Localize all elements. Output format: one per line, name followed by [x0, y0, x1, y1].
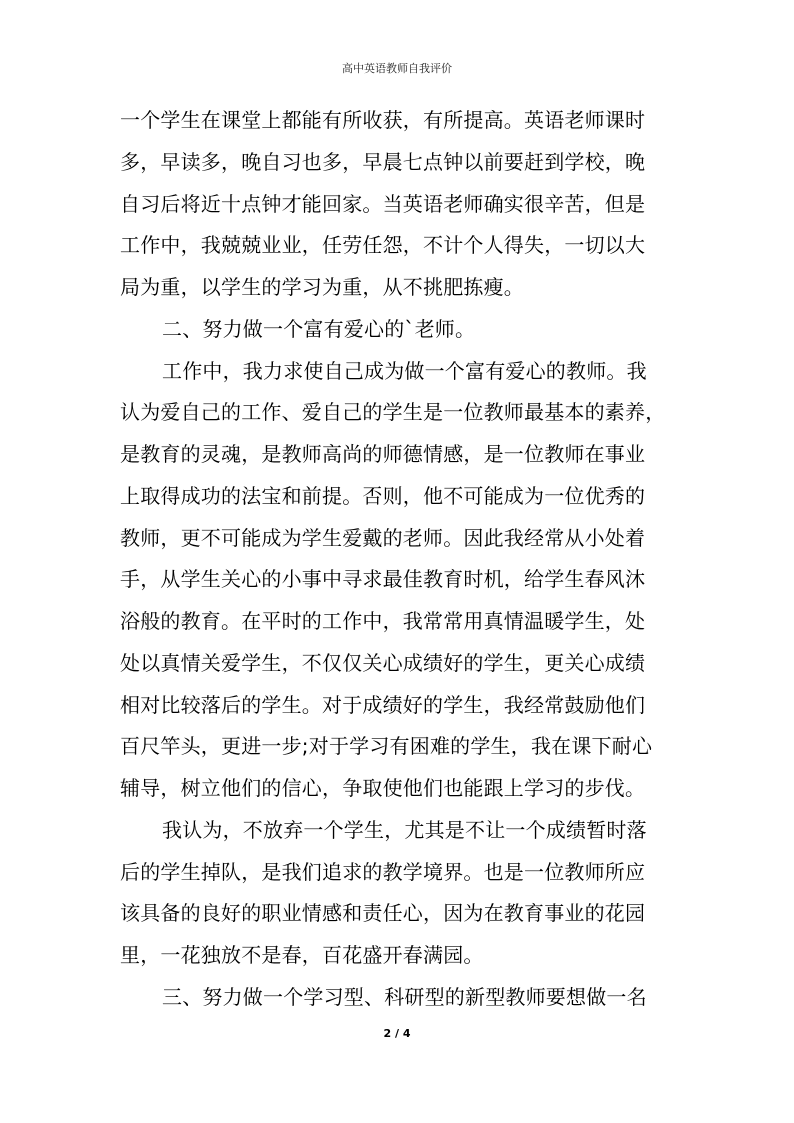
text-line: 局为重，以学生的学习为重，从不挑肥拣瘦。: [120, 275, 524, 299]
section-heading: 二、努力做一个富有爱心的`老师。: [162, 316, 476, 341]
paragraph-first-line: 我认为，不放弃一个学生，尤其是不让一个成绩暂时落: [162, 817, 647, 842]
text-line: 该具备的良好的职业情感和责任心，因为在教育事业的花园: [120, 901, 646, 926]
text-line: 多，早读多，晚自习也多，早晨七点钟以前要赶到学校，晚: [120, 149, 646, 174]
text-line: 辅导，树立他们的信心，争取使他们也能跟上学习的步伐。: [120, 776, 646, 800]
text-line: 工作中，我兢兢业业，任劳任怨，不计个人得失，一切以大: [120, 233, 646, 258]
text-line: 自习后将近十点钟才能回家。当英语老师确实很辛苦，但是: [120, 191, 646, 216]
text-line: 一个学生在课堂上都能有所收获，有所提高。英语老师课时: [120, 108, 646, 132]
text-line: 是教育的灵魂，是教师高尚的师德情感，是一位教师在事业: [120, 442, 646, 466]
page-number: 2 / 4: [383, 1027, 411, 1040]
text-line: 后的学生掉队，是我们追求的教学境界。也是一位教师所应: [120, 859, 646, 884]
document-body: [120, 100, 676, 1019]
paragraph-first-line: 工作中，我力求使自己成为做一个富有爱心的教师。我: [162, 358, 647, 383]
text-line: 教师，更不可能成为学生爱戴的老师。因此我经常从小处着: [120, 525, 646, 550]
text-line: 里，一花独放不是春，百花盛开春满园。: [120, 943, 484, 967]
text-line: 手，从学生关心的小事中寻求最佳教育时机，给学生春风沐: [120, 567, 646, 592]
text-line: 浴般的教育。在平时的工作中，我常常用真情温暖学生，处: [120, 609, 646, 633]
text-line: 相对比较落后的学生。对于成绩好的学生，我经常鼓励他们: [120, 692, 646, 717]
page-header-title: 高中英语教师自我评价: [342, 62, 452, 75]
text-line: 上取得成功的法宝和前提。否则，他不可能成为一位优秀的: [120, 483, 646, 508]
text-line: 百尺竿头，更进一步;对于学习有困难的学生，我在课下耐心: [120, 734, 653, 759]
section-heading: 三、努力做一个学习型、科研型的新型教师要想做一名: [162, 984, 647, 1009]
text-line: 认为爱自己的工作、爱自己的学生是一位教师最基本的素养，: [120, 400, 666, 425]
text-line: 处以真情关爱学生，不仅仅关心成绩好的学生，更关心成绩: [120, 650, 646, 675]
